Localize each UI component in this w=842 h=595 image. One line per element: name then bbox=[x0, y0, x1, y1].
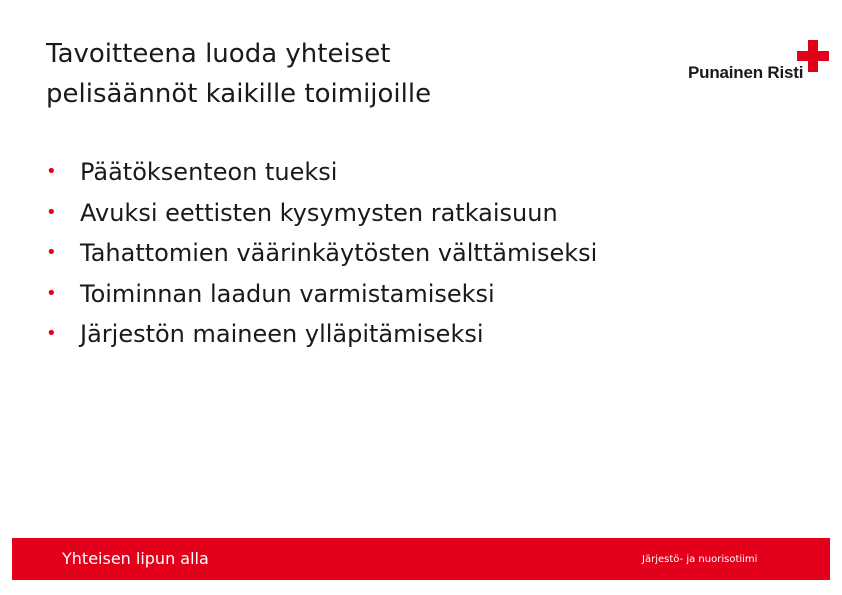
punainen-risti-logo bbox=[686, 40, 832, 90]
red-cross-icon bbox=[797, 40, 829, 72]
bullet-marker: • bbox=[46, 201, 57, 223]
bullet-text: Avuksi eettisten kysymysten ratkaisuun bbox=[80, 198, 558, 227]
slide-title bbox=[46, 34, 606, 114]
slide-title-line-2: pelisäännöt kaikille toimijoille bbox=[46, 79, 432, 109]
bullet-marker: • bbox=[46, 242, 57, 263]
bullet-marker: • bbox=[46, 282, 57, 304]
bullet-marker: • bbox=[46, 161, 57, 182]
bullet-text: Toiminnan laadun varmistamiseksi bbox=[80, 279, 495, 308]
footer-left-text: Yhteisen lipun alla bbox=[62, 549, 209, 568]
slide-title-line-1: Tavoitteena luoda yhteiset bbox=[46, 39, 391, 69]
bullet-text: Tahattomien väärinkäytösten välttämiseksi bbox=[80, 239, 598, 267]
bullet-text: Päätöksenteon tueksi bbox=[80, 158, 338, 186]
logo-text: Punainen Risti bbox=[688, 63, 804, 82]
bullet-text: Järjestön maineen ylläpitämiseksi bbox=[80, 320, 484, 348]
bullet-marker: • bbox=[46, 323, 57, 344]
footer-right-text: Järjestö- ja nuorisotiimi bbox=[642, 554, 758, 565]
footer-bar bbox=[12, 538, 830, 580]
